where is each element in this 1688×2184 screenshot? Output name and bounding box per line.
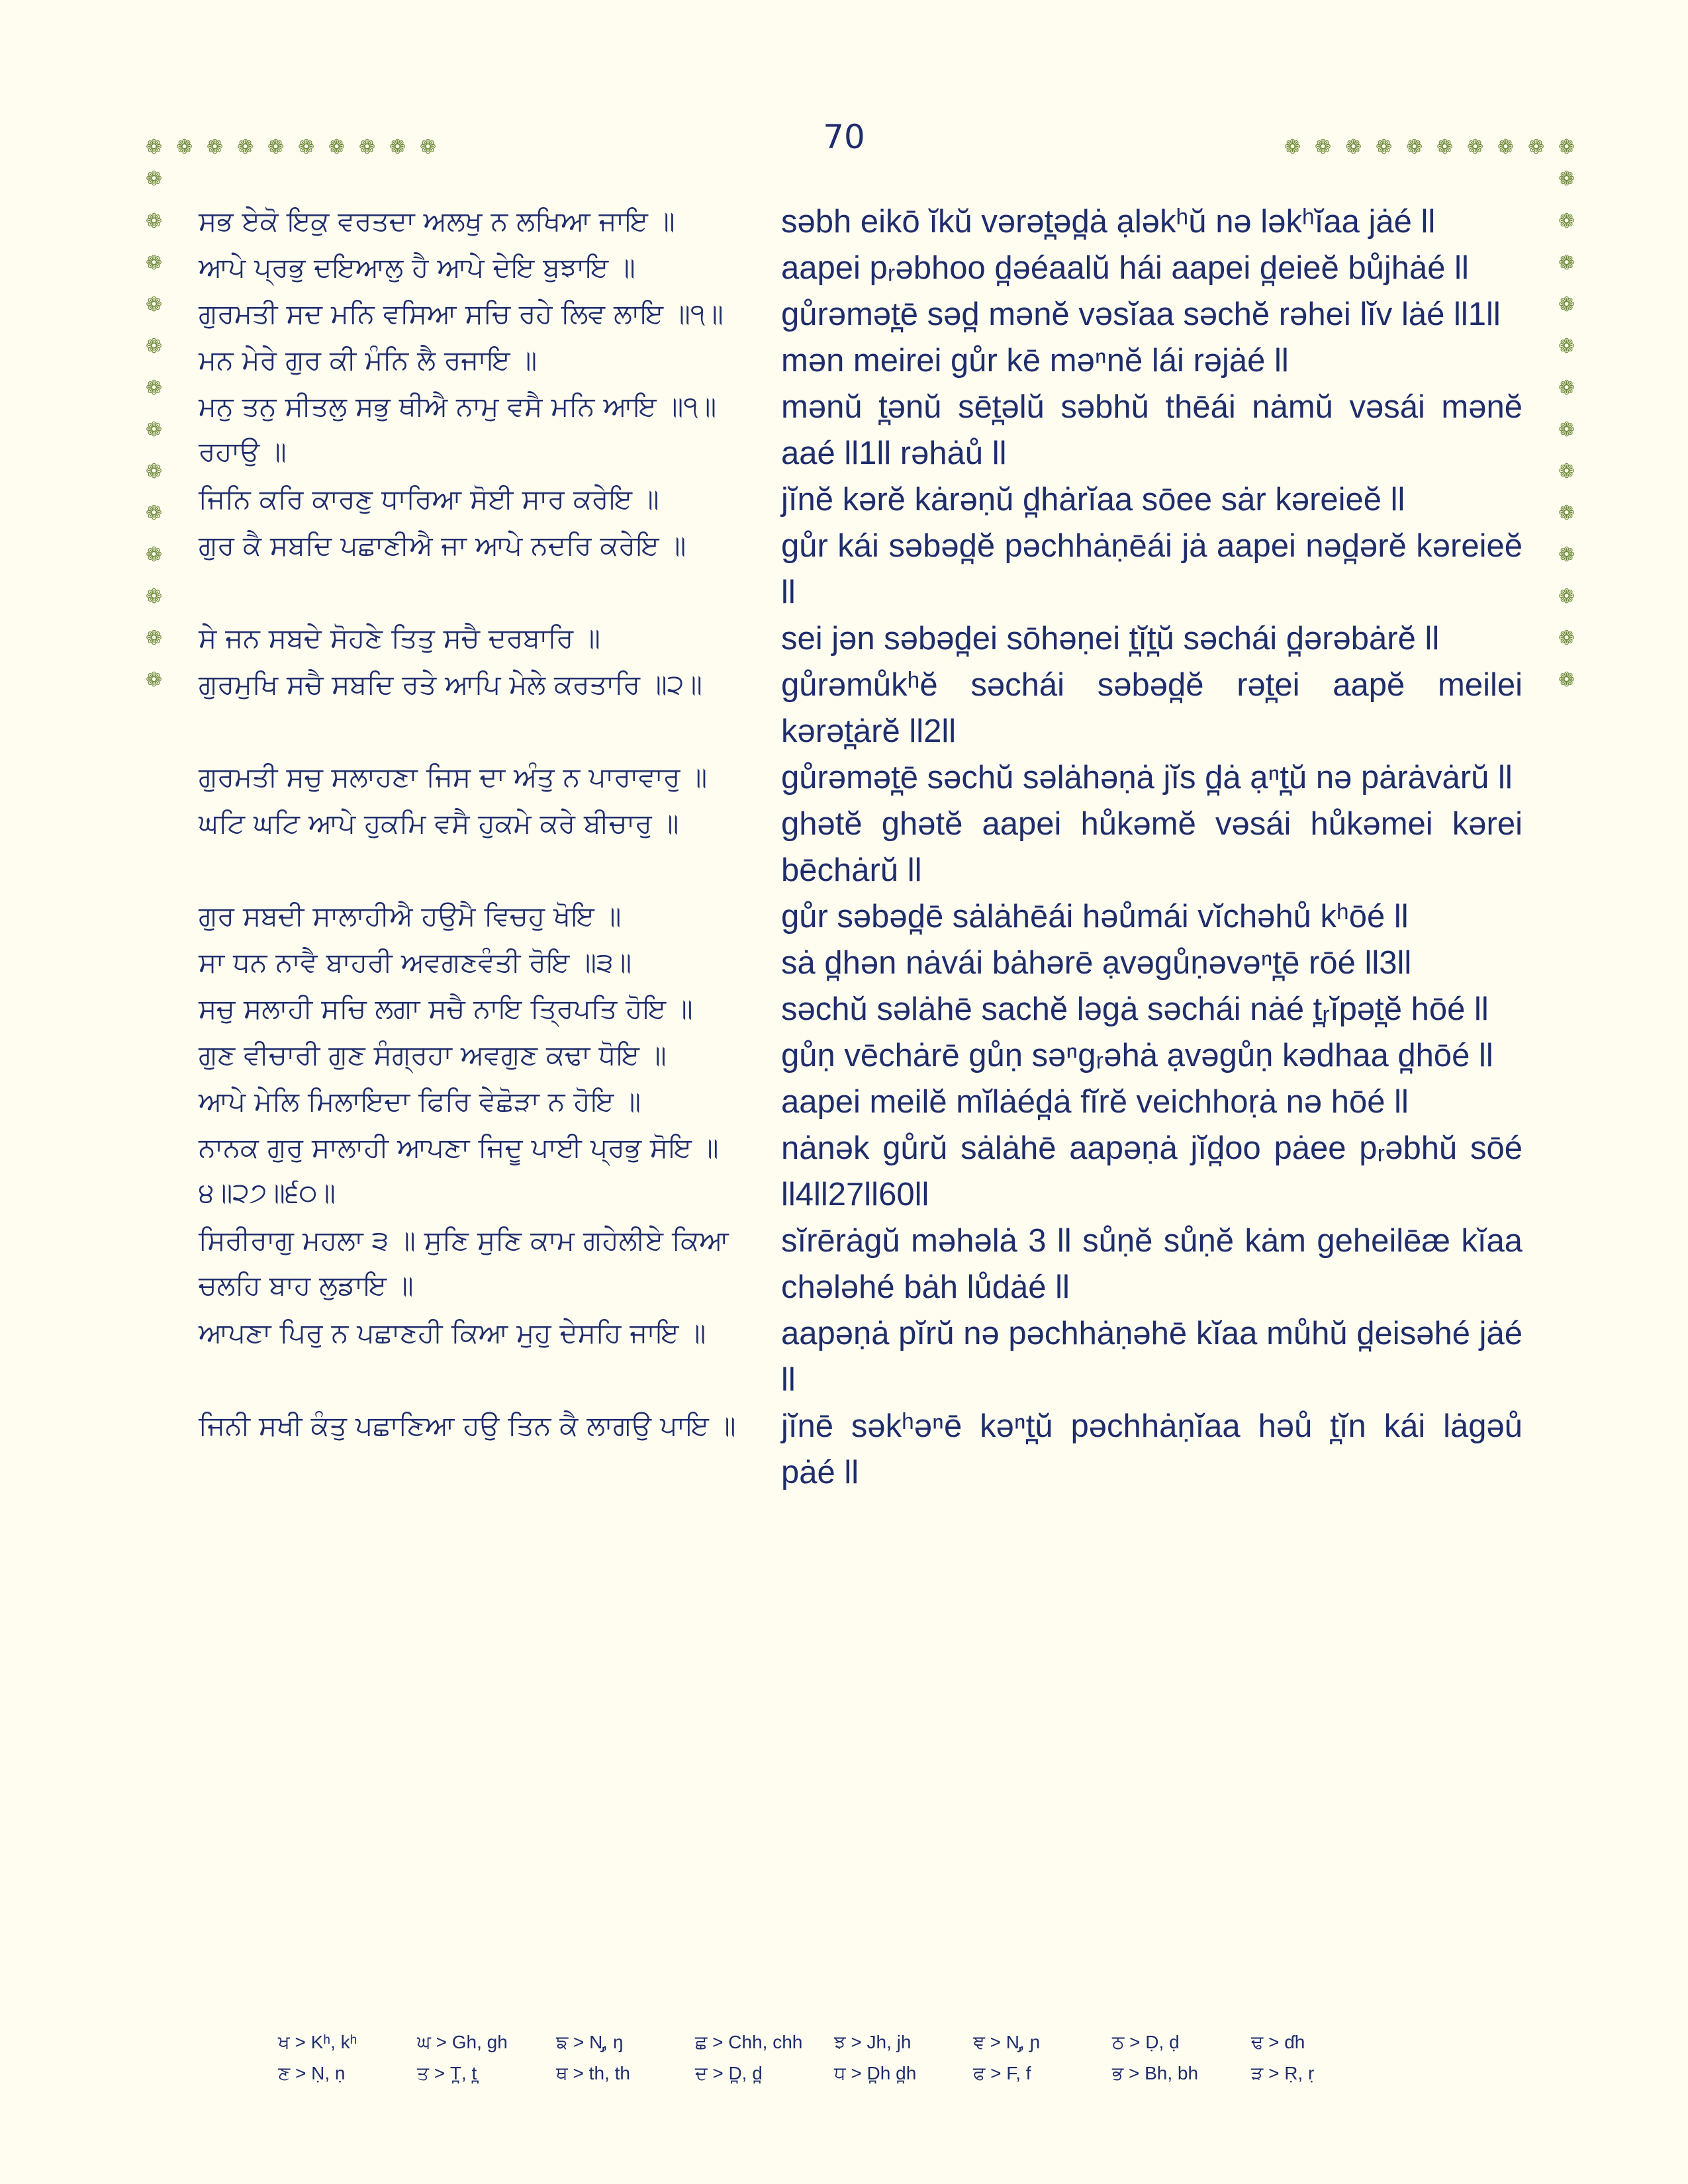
legend-item: ਘ > Gh, gh — [417, 2032, 508, 2052]
legend-item: ਥ > th, th — [556, 2063, 630, 2083]
verse-row — [199, 662, 1523, 754]
verse-row — [199, 1125, 1523, 1218]
legend-row — [278, 2063, 1403, 2085]
legend-item: ੜ > Ṛ, ṛ — [1251, 2063, 1315, 2083]
legend-item: ਭ > Bh, bh — [1112, 2063, 1199, 2083]
flower-ornament-icon: ❁ — [146, 502, 163, 525]
verse-row — [199, 477, 1523, 523]
verse-row — [199, 1403, 1523, 1496]
gurmukhi-line: ਆਪਣਾ ਪਿਰੁ ਨ ਪਛਾਣਹੀ ਕਿਆ ਮੁਹੁ ਦੇਸਹਿ ਜਾਇ ॥ — [199, 1317, 706, 1349]
gurmukhi-line: ਗੁਰਮੁਖਿ ਸਚੈ ਸਬਦਿ ਰਤੇ ਆਪਿ ਮੇਲੇ ਕਰਤਾਰਿ ॥੨॥ — [199, 668, 702, 700]
gurmukhi-line: ਸਾ ਧਨ ਨਾਵੈ ਬਾਹਰੀ ਅਵਗਣਵੰਤੀ ਰੋਇ ॥੩॥ — [199, 946, 632, 978]
flower-ornament-icon: ❁ — [146, 377, 163, 400]
transliteration-line: jĭnĕ kərĕ kȧrəṇŭ d̪hȧrĭaa sōee sȧr kəreieĕ ll — [781, 482, 1405, 518]
gurmukhi-line: ਗੁਰਮਤੀ ਸਦ ਮਨਿ ਵਸਿਆ ਸਚਿ ਰਹੇ ਲਿਵ ਲਾਇ ॥੧॥ — [199, 298, 724, 330]
legend-row — [278, 2032, 1403, 2054]
flower-ornament-icon: ❁ — [146, 585, 163, 608]
gurmukhi-line: ਜਿਨਿ ਕਰਿ ਕਾਰਣੁ ਧਾਰਿਆ ਸੋਈ ਸਾਰ ਕਰੇਇ ॥ — [199, 483, 659, 515]
verse-row — [199, 1218, 1523, 1310]
verse-row — [199, 986, 1523, 1032]
transliteration-line: gůr kái səbəd̪ĕ pəchhȧṇēái jȧ aapei nəd̪ərĕ kəreieĕ ll — [781, 528, 1523, 610]
transliteration-line: səbh eikō ĭkŭ vərət̪əd̪ȧ ạləkʰŭ nə ləkʰĭaa jȧé ll — [781, 204, 1436, 240]
verse-row — [199, 338, 1523, 384]
legend-item: ਝ > Jh, jh — [834, 2032, 912, 2052]
flower-ornament-icon: ❁ — [298, 136, 315, 159]
flower-ornament-icon: ❁ — [146, 136, 163, 159]
gurmukhi-line: ਆਪੇ ਪ੍ਰਭੁ ਦਇਆਲੁ ਹੈ ਆਪੇ ਦੇਇ ਬੁਝਾਇ ॥ — [199, 251, 635, 283]
page-number: 70 — [823, 118, 865, 156]
flower-ornament-icon: ❁ — [146, 251, 163, 275]
legend-item: ਞ > N̡, ɲ — [973, 2032, 1041, 2052]
legend-item: ਤ > T̪, t̪ — [417, 2063, 477, 2083]
flower-ornament-icon: ❁ — [146, 668, 163, 692]
transliteration-line: mən meirei gůr kē məⁿnĕ lái rəjȧé ll — [781, 343, 1289, 379]
flower-ornament-icon: ❁ — [1558, 585, 1575, 608]
flower-ornament-icon: ❁ — [1528, 136, 1545, 159]
flower-ornament-icon: ❁ — [1497, 136, 1515, 159]
flower-ornament-icon: ❁ — [328, 136, 346, 159]
flower-ornament-icon: ❁ — [146, 293, 163, 316]
transliteration-line: jĭnē səkʰəⁿē kəⁿt̪ŭ pəchhȧṇĭaa həů t̪ĭn kái lȧgəů pȧé ll — [781, 1408, 1523, 1490]
flower-ornament-icon: ❁ — [146, 460, 163, 483]
flower-ornament-icon: ❁ — [1284, 136, 1301, 159]
flower-ornament-icon: ❁ — [1558, 335, 1575, 358]
verse-row — [199, 245, 1523, 291]
gurmukhi-line: ਮਨ ਮੇਰੇ ਗੁਰ ਕੀ ਮੰਨਿ ਲੈ ਰਜਾਇ ॥ — [199, 344, 538, 376]
gurmukhi-line: ਸਿਰੀਰਾਗੁ ਮਹਲਾ ੩ ॥ ਸੁਣਿ ਸੁਣਿ ਕਾਮ ਗਹੇਲੀਏ ਕਿਆ ਚਲਹਿ ਬਾਹ ਲੁਡਾਇ ॥ — [199, 1224, 729, 1301]
gurmukhi-line: ਗੁਣ ਵੀਚਾਰੀ ਗੁਣ ਸੰਗ੍ਰਹਾ ਅਵਗੁਣ ਕਢਾ ਧੋਇ ॥ — [199, 1039, 667, 1071]
transliteration-line: aapəṇȧ pĭrŭ nə pəchhȧṇəhē kĭaa můhŭ d̪eisəhé jȧé ll — [781, 1316, 1523, 1398]
verse-row — [199, 940, 1523, 986]
transliteration-line: sĭrērȧgŭ məhəlȧ 3 ll sůṇĕ sůṇĕ kȧm geheilēæ kĭaa chələhé bȧh lůdȧé ll — [781, 1223, 1523, 1305]
verse-row — [199, 801, 1523, 893]
verse-row — [199, 754, 1523, 801]
gurmukhi-line: ਨਾਨਕ ਗੁਰੁ ਸਾਲਾਹੀ ਆਪਣਾ ਜਿਦੂ ਪਾਈ ਪ੍ਰਭੁ ਸੋਇ ॥੪॥੨੭॥੬੦॥ — [199, 1132, 719, 1208]
verse-row — [199, 199, 1523, 245]
verse-row — [199, 615, 1523, 662]
flower-ornament-icon: ❁ — [1558, 377, 1575, 400]
verse-row — [199, 291, 1523, 338]
flower-ornament-icon: ❁ — [1406, 136, 1423, 159]
verse-row — [199, 523, 1523, 615]
flower-ornament-icon: ❁ — [1467, 136, 1484, 159]
transliteration-line: nȧnək gůrŭ sȧlȧhē aapəṇȧ jĭd̪oo pȧee pᵣəbhŭ sōé ll4ll27ll60ll — [781, 1130, 1523, 1212]
transliteration-line: gůr səbəd̪ē sȧlȧhēái həůmái vĭchəhů kʰōé ll — [781, 899, 1409, 934]
verse-row — [199, 384, 1523, 477]
gurmukhi-line: ਗੁਰ ਕੈ ਸਬਦਿ ਪਛਾਣੀਐ ਜਾ ਆਪੇ ਨਦਰਿ ਕਰੇਇ ॥ — [199, 529, 686, 561]
transliteration-line: sȧ d̪hən nȧvái bȧhərē ạvəgůṇəvəⁿt̪ē rōé ll3ll — [781, 945, 1412, 981]
gurmukhi-line: ਸਭ ਏਕੋ ਇਕੁ ਵਰਤਦਾ ਅਲਖੁ ਨ ਲਖਿਆ ਜਾਇ ॥ — [199, 205, 675, 237]
legend-item: ਠ > Ḍ, ḍ — [1112, 2032, 1180, 2052]
legend-item: ਢ > ɗh — [1251, 2032, 1305, 2052]
verse-row — [199, 1032, 1523, 1079]
transliteration-line: sei jən səbəd̪ei sōhəṇei t̪ĭt̪ŭ səchái d̪ərəbȧrĕ ll — [781, 621, 1440, 657]
legend-item: ਙ > N̡, ŋ — [556, 2032, 624, 2052]
flower-ornament-icon: ❁ — [1558, 293, 1575, 316]
legend-item: ਛ > Chh, chh — [695, 2032, 803, 2052]
transliteration-line: gůrəmət̪ē səchŭ səlȧhəṇȧ jĭs d̪ȧ ạⁿt̪ŭ nə pȧrȧvȧrŭ ll — [781, 760, 1513, 796]
flower-ornament-icon: ❁ — [1558, 418, 1575, 441]
legend-item: ਣ > Ṇ, ṇ — [278, 2063, 346, 2083]
flower-ornament-icon: ❁ — [1558, 543, 1575, 567]
flower-ornament-icon: ❁ — [176, 136, 193, 159]
flower-ornament-icon: ❁ — [146, 418, 163, 441]
gurmukhi-line: ਸੇ ਜਨ ਸਬਦੇ ਸੋਹਣੇ ਤਿਤੁ ਸਚੈ ਦਰਬਾਰਿ ॥ — [199, 622, 600, 654]
flower-ornament-icon: ❁ — [1315, 136, 1332, 159]
gurmukhi-line: ਆਪੇ ਮੇਲਿ ਮਿਲਾਇਦਾ ਫਿਰਿ ਵੇਛੋੜਾ ਨ ਹੋਇ ॥ — [199, 1085, 641, 1117]
flower-ornament-icon: ❁ — [146, 210, 163, 233]
flower-ornament-icon: ❁ — [1558, 210, 1575, 233]
gurmukhi-line: ਜਿਨੀ ਸਖੀ ਕੰਤੁ ਪਛਾਣਿਆ ਹਉ ਤਿਨ ਕੈ ਲਾਗਉ ਪਾਇ ॥ — [199, 1410, 736, 1441]
flower-ornament-icon: ❁ — [146, 335, 163, 358]
flower-ornament-icon: ❁ — [1558, 668, 1575, 692]
gurmukhi-line: ਗੁਰ ਸਬਦੀ ਸਾਲਾਹੀਐ ਹਉਮੈ ਵਿਚਹੁ ਖੋਇ ॥ — [199, 900, 622, 932]
transliteration-line: gůṇ vēchȧrē gůṇ səⁿgᵣəhȧ ạvəgůṇ kədhaa d̪hōé ll — [781, 1038, 1493, 1073]
flower-ornament-icon: ❁ — [1558, 251, 1575, 275]
flower-ornament-icon: ❁ — [1558, 460, 1575, 483]
flower-ornament-icon: ❁ — [1558, 167, 1575, 191]
gurmukhi-line: ਮਨੁ ਤਨੁ ਸੀਤਲੁ ਸਭੁ ਥੀਐ ਨਾਮੁ ਵਸੈ ਮਨਿ ਆਇ ॥੧॥ ਰਹਾਉ ॥ — [199, 390, 717, 467]
flower-ornament-icon: ❁ — [207, 136, 224, 159]
gurmukhi-line: ਗੁਰਮਤੀ ਸਚੁ ਸਲਾਹਣਾ ਜਿਸ ਦਾ ਅੰਤੁ ਨ ਪਾਰਾਵਾਰੁ ॥ — [199, 761, 708, 793]
verse-row — [199, 1310, 1523, 1403]
flower-ornament-icon: ❁ — [420, 136, 437, 159]
transliteration-line: gůrəmət̪ē səd̪ mənĕ vəsĭaa səchĕ rəhei lĭv lȧé ll1ll — [781, 296, 1501, 332]
flower-ornament-icon: ❁ — [146, 167, 163, 191]
flower-ornament-icon: ❁ — [237, 136, 254, 159]
transliteration-line: mənŭ t̪ənŭ sēt̪əlŭ səbhŭ thēái nȧmŭ vəsái mənĕ aaé ll1ll rəhȧů ll — [781, 389, 1523, 471]
verse-list — [199, 199, 1523, 1496]
verse-row — [199, 1079, 1523, 1125]
transliteration-line: ghətĕ ghətĕ aapei hůkəmĕ vəsái hůkəmei kərei bēchȧrŭ ll — [781, 806, 1523, 888]
flower-ornament-icon: ❁ — [1345, 136, 1362, 159]
flower-ornament-icon: ❁ — [1558, 136, 1575, 159]
legend-item: ਖ > Kʰ, kʰ — [278, 2032, 357, 2052]
flower-ornament-icon: ❁ — [1558, 502, 1575, 525]
transliteration-line: aapei meilĕ mĭlȧéd̪ȧ fĭrĕ veichhoṛȧ nə hōé ll — [781, 1084, 1409, 1120]
verse-row — [199, 893, 1523, 940]
gurmukhi-line: ਸਚੁ ਸਲਾਹੀ ਸਚਿ ਲਗਾ ਸਚੈ ਨਾਇ ਤ੍ਰਿਪਤਿ ਹੋਇ ॥ — [199, 993, 693, 1024]
transliteration-line: gůrəmůkʰĕ səchái səbəd̪ĕ rət̪ei aapĕ meilei kərət̪ȧrĕ ll2ll — [781, 667, 1523, 749]
transliteration-line: aapei pᵣəbhoo d̪əéaalŭ hái aapei d̪eieĕ bůjhȧé ll — [781, 250, 1469, 286]
flower-ornament-icon: ❁ — [146, 543, 163, 567]
legend-item: ਫ > F, f — [973, 2063, 1031, 2083]
transliteration-legend — [278, 2032, 1403, 2094]
flower-ornament-icon: ❁ — [389, 136, 406, 159]
gurmukhi-line: ਘਟਿ ਘਟਿ ਆਪੇ ਹੁਕਮਿ ਵਸੈ ਹੁਕਮੇ ਕਰੇ ਬੀਚਾਰੁ ॥ — [199, 807, 679, 839]
flower-ornament-icon: ❁ — [1376, 136, 1393, 159]
legend-item: ਧ > D̪h d̪h — [834, 2063, 917, 2083]
flower-ornament-icon: ❁ — [1436, 136, 1454, 159]
flower-ornament-icon: ❁ — [146, 627, 163, 650]
flower-ornament-icon: ❁ — [359, 136, 376, 159]
transliteration-line: səchŭ səlȧhē sachĕ ləgȧ səchái nȧé t̪ᵣĭpət̪ĕ hōé ll — [781, 991, 1489, 1027]
flower-ornament-icon: ❁ — [267, 136, 285, 159]
legend-item: ਦ > D̪, d̪ — [695, 2063, 763, 2083]
flower-ornament-icon: ❁ — [1558, 627, 1575, 650]
